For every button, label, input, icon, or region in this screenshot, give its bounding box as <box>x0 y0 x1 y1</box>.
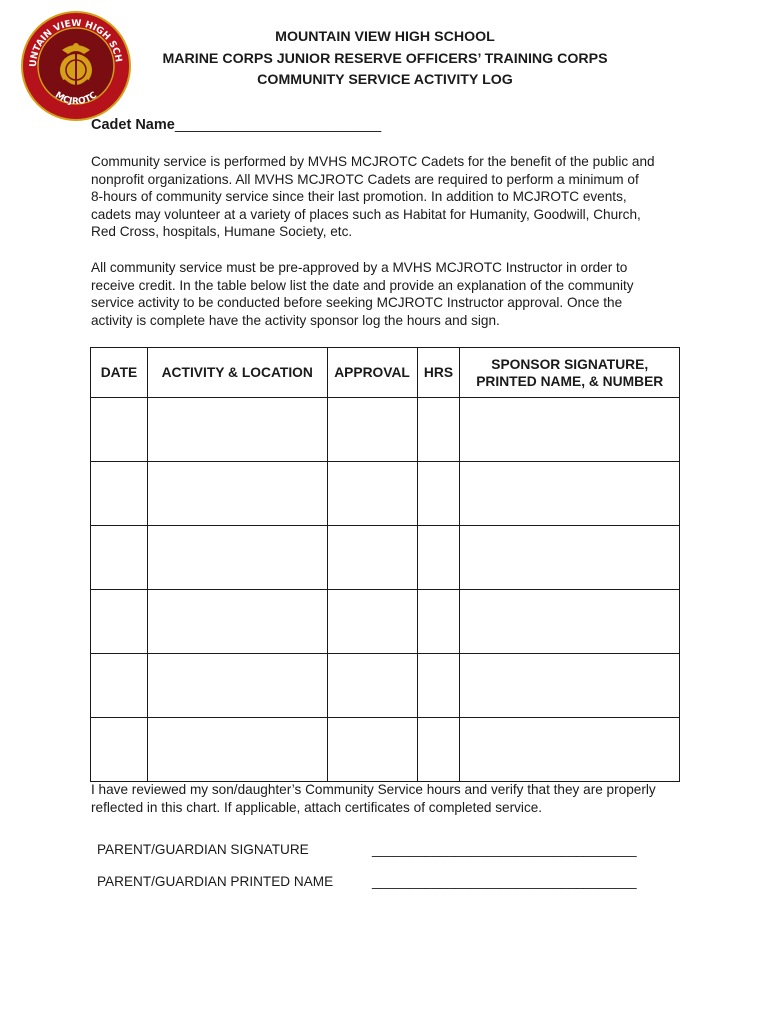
sponsor-cell[interactable] <box>460 526 680 590</box>
parent-verification-statement <box>91 781 656 817</box>
cadet-name-label: Cadet Name <box>91 117 175 133</box>
approval-cell[interactable] <box>327 462 417 526</box>
activity-cell[interactable] <box>147 590 327 654</box>
approval-cell[interactable] <box>327 590 417 654</box>
paragraph-line: activity is complete have the activity sponsor log the hours and sign. <box>91 312 500 328</box>
form-title: COMMUNITY SERVICE ACTIVITY LOG <box>257 72 513 88</box>
paragraph-line: service activity to be conducted before seeking MCJROTC Instructor approval. Once the <box>91 295 623 311</box>
approval-cell[interactable] <box>327 718 417 782</box>
sponsor-cell[interactable] <box>460 398 680 462</box>
date-cell[interactable] <box>91 654 148 718</box>
hrs-cell[interactable] <box>417 718 460 782</box>
paragraph-line: Community service is performed by MVHS MCJROTC Cadets for the benefit of the public and <box>91 154 655 169</box>
paragraph-line: receive credit. In the table below list the date and provide an explanation of the community <box>91 277 634 293</box>
hrs-cell[interactable] <box>417 526 460 590</box>
paragraph-line: All community service must be pre-approved by a MVHS MCJROTC Instructor in order to <box>91 260 628 275</box>
verification-line: I have reviewed my son/daughter’s Community Service hours and verify that they are properly <box>91 782 656 797</box>
table-row <box>91 654 680 718</box>
hrs-cell[interactable] <box>417 398 460 462</box>
table-row <box>91 398 680 462</box>
parent-printed-name-line[interactable]: ___________________________________ <box>372 874 637 889</box>
approval-column-header: APPROVAL <box>327 348 417 398</box>
table-row <box>91 526 680 590</box>
table-row <box>91 718 680 782</box>
approval-cell[interactable] <box>327 654 417 718</box>
date-cell[interactable] <box>91 526 148 590</box>
activity-cell[interactable] <box>147 718 327 782</box>
table-header-row <box>91 348 680 398</box>
paragraph-line: nonprofit organizations. All MVHS MCJROTC Cadets are required to perform a minimum of <box>91 171 639 187</box>
seal-ring-text-top: UNTAIN VIEW HIGH SCH <box>27 17 124 68</box>
parent-signature-line[interactable]: ___________________________________ <box>372 842 637 857</box>
activity-log-table <box>90 347 680 782</box>
activity-cell[interactable] <box>147 654 327 718</box>
hrs-cell[interactable] <box>417 654 460 718</box>
date-cell[interactable] <box>91 718 148 782</box>
instructions-paragraph <box>91 259 691 329</box>
activity-cell[interactable] <box>147 398 327 462</box>
activity-cell[interactable] <box>147 526 327 590</box>
sponsor-cell[interactable] <box>460 462 680 526</box>
mcjrotc-seal-logo <box>20 10 132 122</box>
hrs-column-header: HRS <box>417 348 460 398</box>
paragraph-line: 8-hours of community service since their last promotion. In addition to MCJROTC events, <box>91 189 627 205</box>
activity-cell[interactable] <box>147 462 327 526</box>
paragraph-line: Red Cross, hospitals, Humane Society, etc. <box>91 224 353 240</box>
table-row <box>91 590 680 654</box>
verification-line: reflected in this chart. If applicable, attach certificates of completed service. <box>91 800 543 815</box>
cadet-name-field[interactable] <box>91 117 381 133</box>
seal-ring-text-bottom: MCJROTC <box>52 90 100 108</box>
sponsor-column-header <box>460 348 680 398</box>
date-cell[interactable] <box>91 590 148 654</box>
parent-signature-label: PARENT/GUARDIAN SIGNATURE <box>97 842 309 857</box>
parent-printed-name-label: PARENT/GUARDIAN PRINTED NAME <box>97 874 334 889</box>
school-name: MOUNTAIN VIEW HIGH SCHOOL <box>275 29 495 45</box>
sponsor-cell[interactable] <box>460 590 680 654</box>
sponsor-cell[interactable] <box>460 718 680 782</box>
paragraph-line: cadets may volunteer at a variety of places such as Habitat for Humanity, Goodwill, Church, <box>91 206 641 222</box>
sponsor-header-line: SPONSOR SIGNATURE, <box>491 356 649 372</box>
approval-cell[interactable] <box>327 526 417 590</box>
date-cell[interactable] <box>91 398 148 462</box>
form-header <box>130 27 640 92</box>
date-cell[interactable] <box>91 462 148 526</box>
date-column-header: DATE <box>91 348 148 398</box>
sponsor-header-line: PRINTED NAME, & NUMBER <box>476 373 664 389</box>
intro-paragraph <box>91 153 691 241</box>
hrs-cell[interactable] <box>417 590 460 654</box>
eagle-globe-anchor-icon <box>60 43 92 88</box>
approval-cell[interactable] <box>327 398 417 462</box>
cadet-name-line[interactable]: _________________________ <box>174 117 382 133</box>
program-name: MARINE CORPS JUNIOR RESERVE OFFICERS’ TRAINING CORPS <box>162 50 608 67</box>
hrs-cell[interactable] <box>417 462 460 526</box>
activity-column-header: ACTIVITY & LOCATION <box>147 348 327 398</box>
sponsor-cell[interactable] <box>460 654 680 718</box>
table-row <box>91 462 680 526</box>
